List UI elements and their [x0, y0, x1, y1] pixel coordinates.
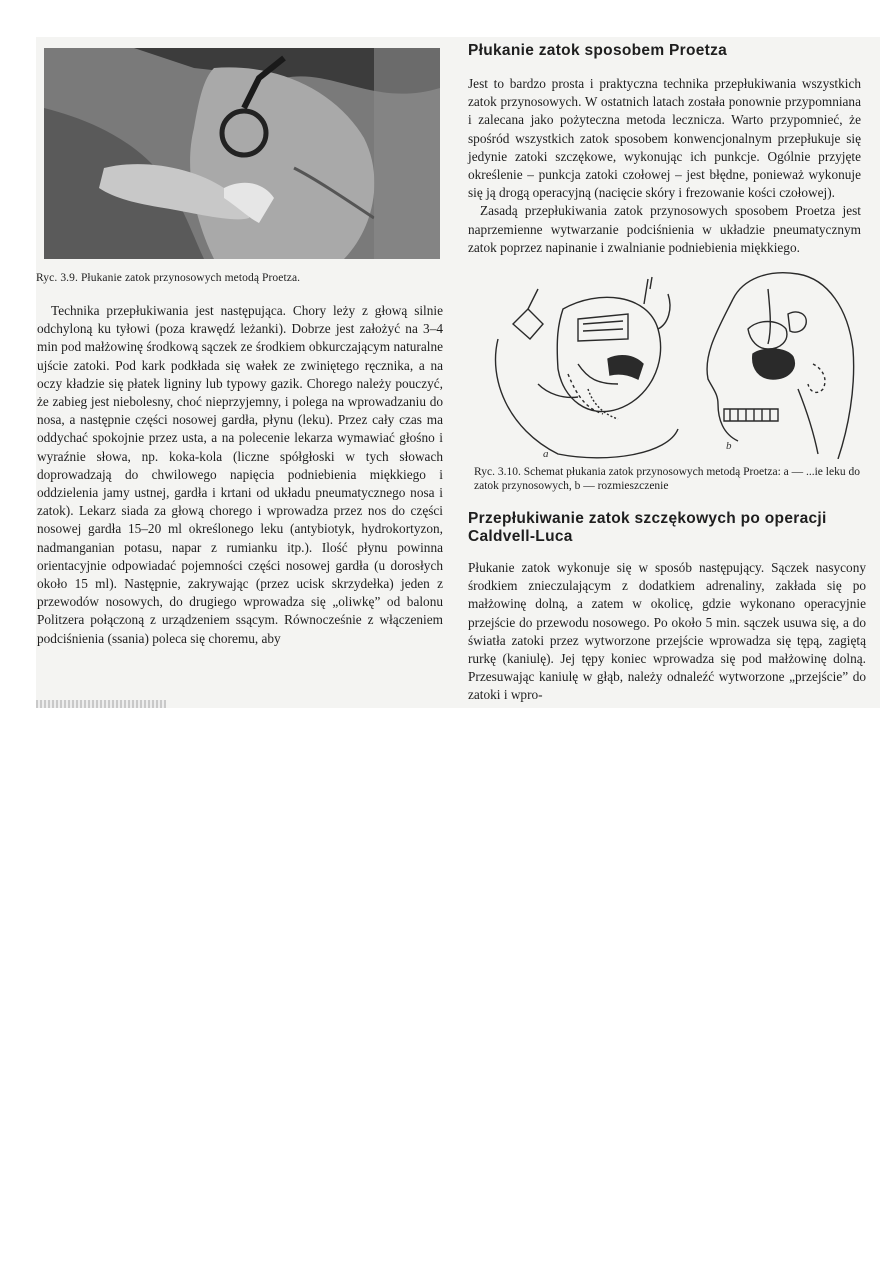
figure-3-9-caption: Ryc. 3.9. Płukanie zatok przynosowych metodą Proetza.: [36, 272, 301, 284]
scan-edge-artifact: [36, 700, 166, 708]
paragraph: Jest to bardzo prosta i praktyczna technika przepłukiwania wszystkich zatok przynosowych. W ostatnich latach została ponownie przypomniana i zalecana jako pożyteczna metoda lecznicza. Warto przypomnieć, że spośród wszystkich zatok sposobem konwencjonalnym przepłukuje się jedynie zatoki szczękowe, wykonując ich punkcje. Ogólnie przyjęte określenie – punkcja zatoki czołowej – jest błędne, ponieważ wykonuje się ją drogą operacyjną (nacięcie skóry i frezowanie kości czołowej).: [468, 76, 861, 201]
right-column-text-2: [468, 559, 866, 705]
diagram-panel-b: [707, 273, 854, 459]
left-column-text: [37, 302, 443, 648]
scanned-page: [36, 37, 880, 708]
figure-3-10-caption: Ryc. 3.10. Schemat płukania zatok przynosowych metodą Proetza: a — ...ie leku do zatok przynosowych, b — rozmieszczenie: [474, 466, 860, 492]
section-heading-proetz: Płukanie zatok sposobem Proetza: [468, 42, 728, 59]
paragraph: Zasadą przepłukiwania zatok przynosowych sposobem Proetza jest naprzemienne wytwarzanie podciśnienia w układzie pneumatycznym zatok poprzez napinanie i zwalnianie podniebienia miękkiego.: [468, 203, 861, 255]
diagram-label-b: b: [726, 440, 732, 452]
diagram-panel-a: [496, 277, 679, 458]
paragraph: Płukanie zatok wykonuje się w sposób następujący. Sączek nasycony środkiem znieczulającym z dodatkiem adrenaliny, zakłada się po małżowinę dolną, a zatem w okolicę, gdzie wykonano operacyjnie przejście do przewodu nosowego. Po około 5 min. sączek usuwa się, a do światła zatoki przez wytworzone przejście wprowadza się tępą, zagiętą rurkę (kaniulę). Jej tępy koniec wprowadza się pod małżowinę dolną. Przesuwając kaniulę w głąb, należy odnaleźć wytworzone „przejście” do zatoki i wpro-: [468, 560, 866, 703]
diagram-label-a: a: [543, 448, 549, 459]
right-column-text: [468, 75, 861, 257]
figure-3-10-diagram: [468, 269, 868, 459]
paragraph: Technika przepłukiwania jest następująca. Chory leży z głową silnie odchyloną ku tyłowi (poza krawędź leżanki). Dobrze jest założyć na 3–4 min pod małżowinę środkową sączek ze środkiem obkurczającym naturalne ujście zatoki. Pod kark podkłada się wałek ze zwiniętego ręcznika, a na oczy kładzie się płatek ligniny lub typowy gazik. Chorego należy pouczyć, że zabieg jest niebolesny, choć nieprzyjemny, i polega na wprowadzaniu do nosa, a następnie części nosowej gardła, płynu (leku). Przez cały czas ma oddychać spokojnie przez usta, a na polecenie lekarza wymawiać głośno i wyraźnie słowa, np. koka-kola (liczne spółgłoski w tych słowach doprowadzają do chwilowego napięcia podniebienia miękkiego i oddzielenia jamy ustnej, gardła i krtani od układu pneumatycznego nosa i zatok). Lekarz siada za głową chorego i wprowadza przez nos do części nosowej gardła 15–20 ml określonego leku (antybiotyk, hydrokortyzon, nadmanganian potasu, napar z rumianku itp.). Ilość płynu powinna orientacyjnie odpowiadać pojemności części nosowej gardła (u dorosłych około 15 ml). Następnie, zakrywając (przez ucisk skrzydełka) jeden z przewodów nosowych, do drugiego wprowadza się „oliwkę” od balonu Politzera połączoną z urządzeniem ssącym. Równocześnie z włączeniem podciśnienia (ssania) poleca się choremu, aby: [37, 303, 443, 646]
figure-3-9-photo: [44, 48, 440, 259]
section-heading-caldvell-luca: Przepłukiwanie zatok szczękowych po operacji Caldvell-Luca: [468, 510, 827, 545]
